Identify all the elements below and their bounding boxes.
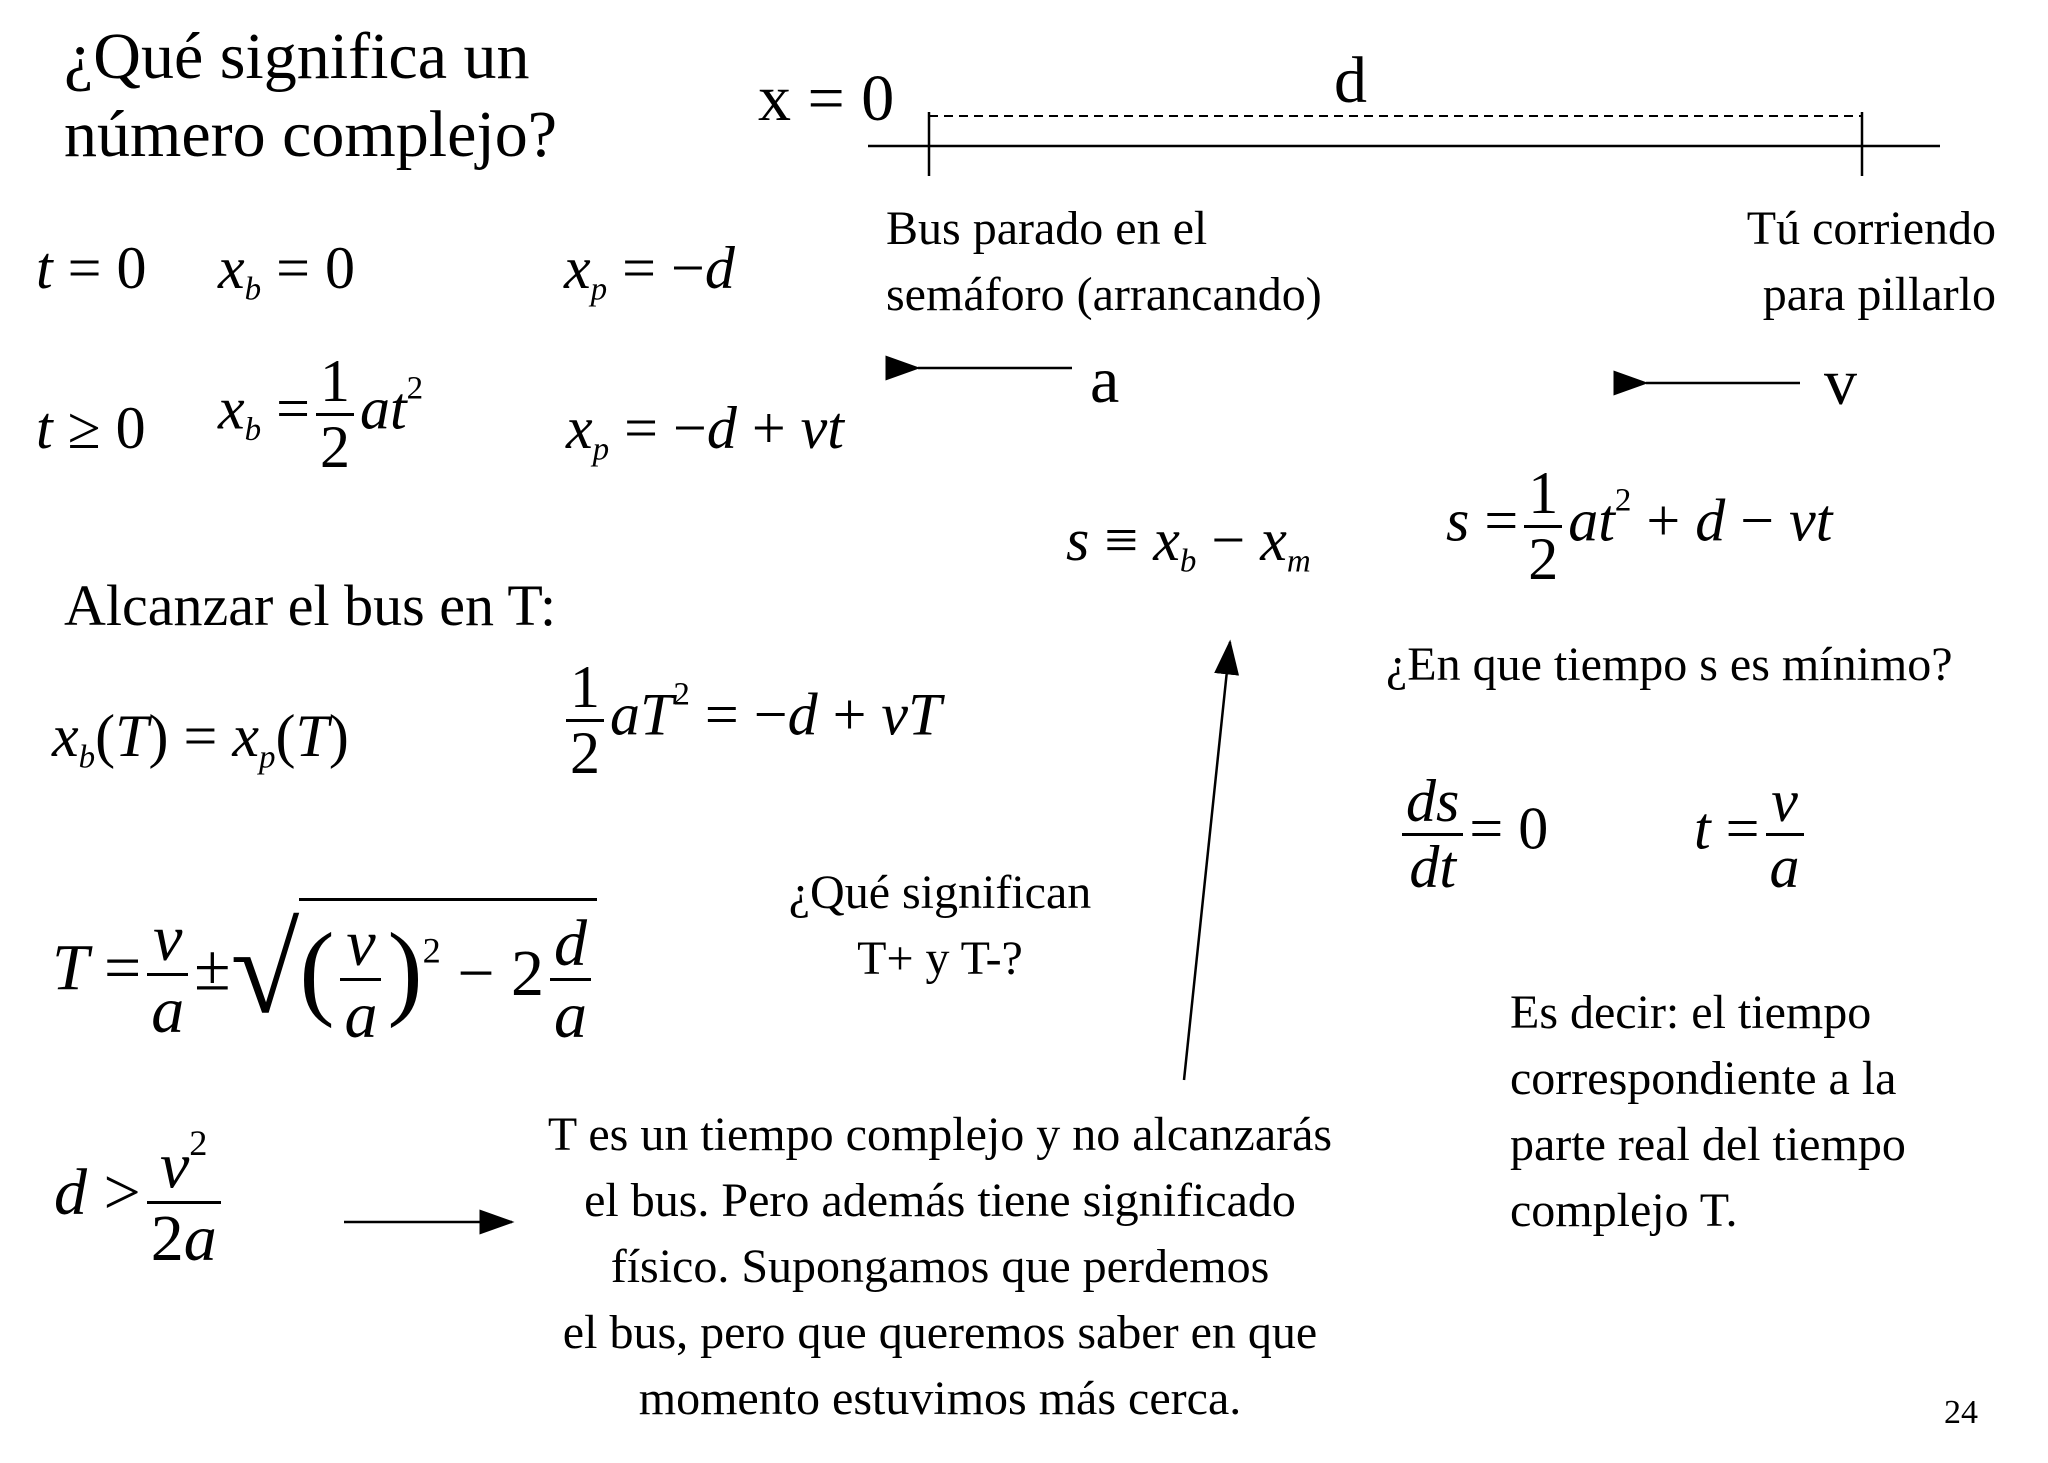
eq-s-definition: $s \equiv x_b - x_m$	[1066, 507, 1311, 580]
origin-label: x = 0	[758, 62, 895, 135]
eq-xp-motion: $x_p = -d$ + vt	[566, 395, 844, 468]
explanation-line-3: físico. Supongamos que perdemos	[610, 1240, 1270, 1293]
bus-accel-label: a	[1090, 344, 1120, 417]
distance-label: d	[1334, 44, 1367, 117]
pointer-arrow	[1184, 642, 1230, 1080]
explanation-line-2: el bus. Pero además tiene significado	[584, 1174, 1296, 1227]
runner-caption-line-1: Tú corriendo	[1746, 202, 1996, 255]
eq-catch-condition: $x_b(T) = x_p(T)$	[52, 703, 349, 776]
explanation-line-5: momento estuvimos más cerca.	[638, 1372, 1242, 1425]
runner-speed-label: v	[1824, 346, 1857, 419]
eq-complex-condition: d > $\frac{v^2}{2a}$	[54, 1124, 227, 1273]
conclusion-line-4: complejo T.	[1510, 1184, 1738, 1237]
eq-t-min: t = $\frac{v}{a}$	[1694, 770, 1810, 899]
page-number: 24	[1944, 1394, 1978, 1431]
runner-caption-line-2: para pillarlo	[1762, 268, 1996, 321]
explanation-line-1: T es un tiempo complejo y no alcanzarás	[547, 1108, 1333, 1161]
eq-t0-label: t = 0	[36, 235, 147, 301]
slide-title: ¿Qué significa un número complejo?	[64, 20, 558, 171]
bus-caption-line-2: semáforo (arrancando)	[886, 268, 1322, 321]
bus-caption-line-1: Bus parado en el	[886, 202, 1208, 255]
reach-bus-label: Alcanzar el bus en T:	[64, 573, 557, 638]
conclusion-line-1: Es decir: el tiempo	[1510, 986, 1872, 1039]
s-min-question: ¿En que tiempo s es mínimo?	[1386, 638, 1953, 691]
question-tpm-line-2: T+ y T-?	[857, 932, 1023, 985]
eq-tge0-label: t ≥ 0	[36, 395, 146, 461]
question-tpm-line-1: ¿Qué significan	[788, 866, 1092, 919]
explanation-line-4: el bus, pero que queremos saber en que	[562, 1306, 1318, 1359]
eq-t0-xp: $x_p = -d$	[564, 235, 735, 308]
conclusion-line-3: parte real del tiempo	[1510, 1118, 1906, 1171]
eq-xb-motion: $x_b$ = $\frac{1}{2}$ $at^2$	[218, 348, 424, 480]
conclusion-line-2: correspondiente a la	[1510, 1052, 1897, 1105]
eq-t0-xb: $x_b = 0$	[218, 235, 355, 308]
eq-s-expression: s = $\frac{1}{2}$ $at^2 + d$ − vt	[1446, 460, 1833, 592]
eq-derivative-zero: $\frac{ds}{dt}$ = 0	[1396, 770, 1548, 899]
eq-T-solution: T = $\frac{v}{a}$ ±√( $\frac{v}{a}$ )$^2$ − 2 $\frac{d}{a}$	[52, 898, 597, 1051]
eq-catch-equation: $\frac{1}{2}$ $aT^2 = -d$ + vT	[560, 656, 941, 785]
